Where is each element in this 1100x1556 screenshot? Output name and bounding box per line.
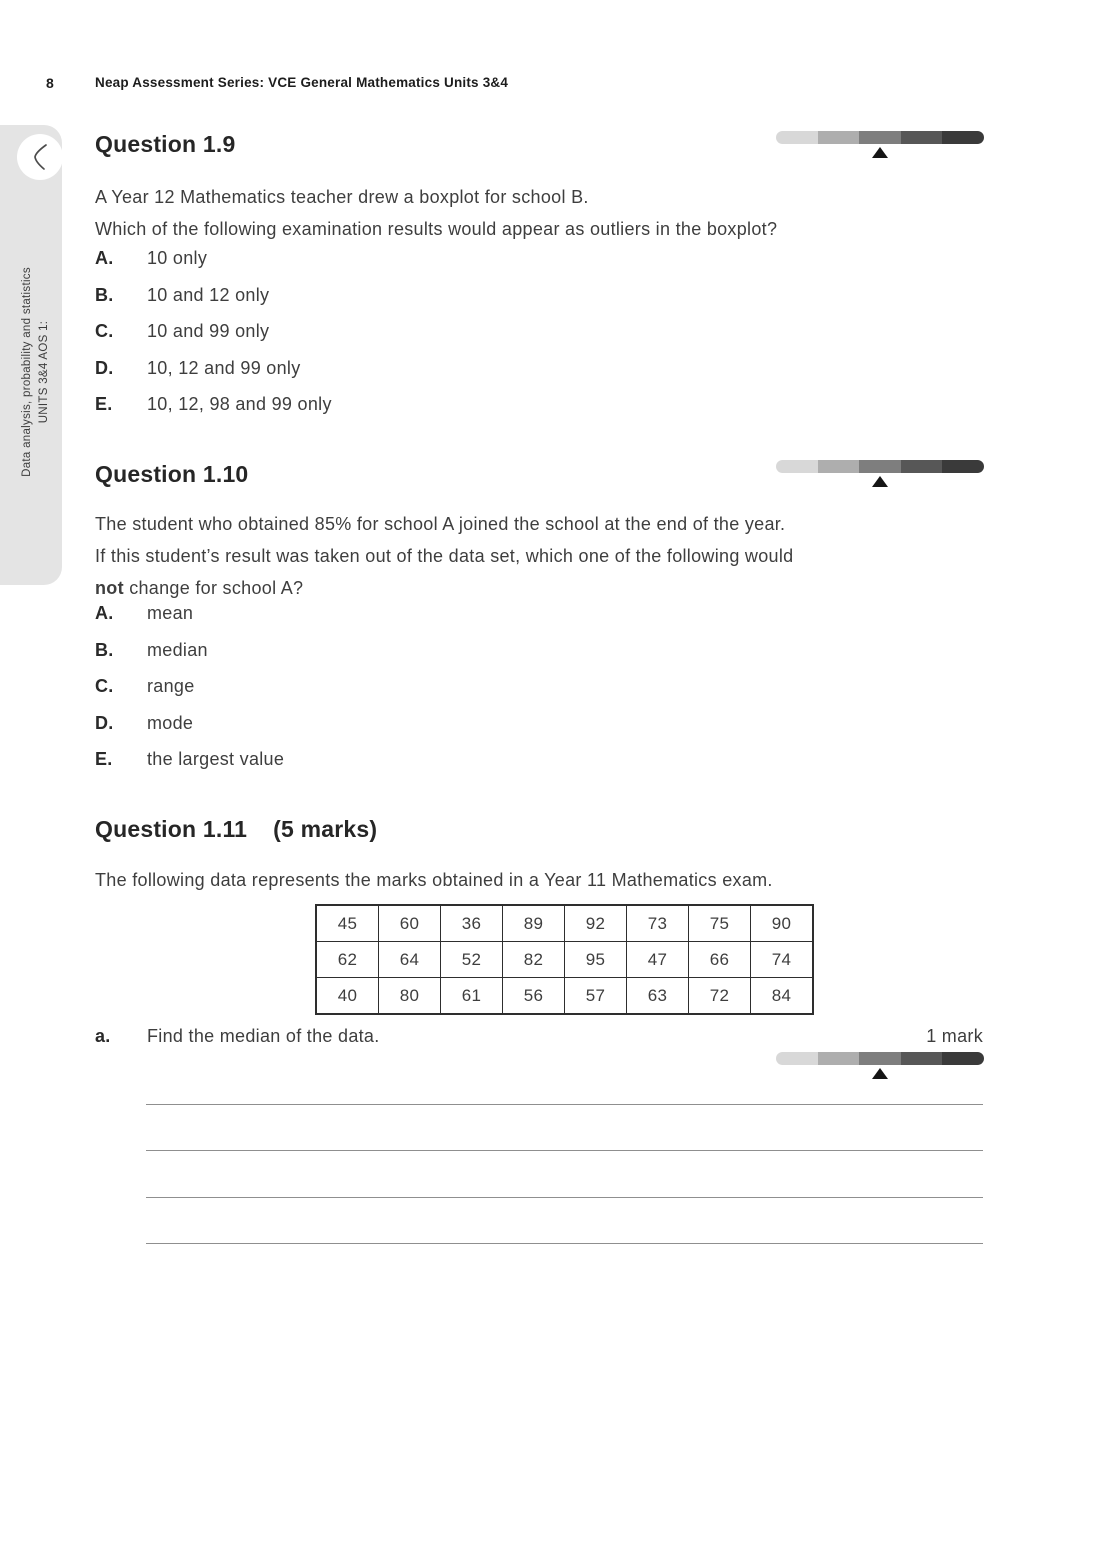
table-cell: 95 — [565, 942, 627, 978]
table-cell: 80 — [379, 978, 441, 1015]
question-1-11-title: Question 1.11 (5 marks) — [95, 816, 378, 842]
question-1-9-title: Question 1.9 — [95, 131, 236, 157]
option-text: 10 and 99 only — [147, 321, 270, 341]
sidebar-unit-label — [19, 152, 53, 592]
question-1-10-text — [95, 508, 793, 604]
table-cell: 62 — [316, 942, 379, 978]
option-text: mean — [147, 603, 194, 623]
table-row — [316, 942, 813, 978]
option-text: 10, 12 and 99 only — [147, 357, 301, 378]
table-cell: 52 — [441, 942, 503, 978]
difficulty-meter-q1-9 — [776, 131, 984, 161]
question-line: A Year 12 Mathematics teacher drew a boxplot for school B. — [95, 187, 589, 207]
table-cell: 64 — [379, 942, 441, 978]
table-cell: 84 — [751, 978, 814, 1015]
option-letter: E. — [95, 394, 113, 414]
option-letter: D. — [95, 712, 114, 733]
table-cell: 60 — [379, 905, 441, 942]
part-a-label: a. — [95, 1026, 111, 1046]
difficulty-meter-part-a — [776, 1052, 984, 1082]
difficulty-arrow-icon — [872, 476, 888, 487]
option-row — [95, 321, 332, 358]
option-row — [95, 676, 284, 713]
option-text: 10 only — [147, 248, 208, 268]
option-letter: B. — [95, 639, 114, 660]
sidebar-topic-label: Data analysis, probability and statistics — [21, 267, 33, 477]
page-number: 8 — [46, 75, 54, 91]
question-line: The student who obtained 85% for school A joined the school at the end of the year. — [95, 514, 786, 534]
option-row — [95, 603, 284, 640]
difficulty-gradient-bar — [776, 131, 984, 144]
answer-line — [146, 1150, 983, 1151]
answer-line — [146, 1197, 983, 1198]
option-row — [95, 358, 332, 395]
table-row — [316, 978, 813, 1015]
option-text: the largest value — [147, 749, 285, 769]
option-letter: A. — [95, 248, 114, 268]
question-1-11-intro: The following data represents the marks obtained in a Year 11 Mathematics exam. — [95, 870, 773, 890]
table-cell: 74 — [751, 942, 814, 978]
option-text: 10, 12, 98 and 99 only — [147, 394, 332, 414]
option-letter: D. — [95, 357, 114, 378]
emphasis-not: not — [95, 578, 124, 598]
option-letter: C. — [95, 676, 114, 696]
answer-line — [146, 1243, 983, 1244]
difficulty-gradient-bar — [776, 460, 984, 473]
part-a-text: Find the median of the data. — [147, 1026, 380, 1046]
question-line: Which of the following examination results would appear as outliers in the boxplot? — [95, 219, 778, 239]
difficulty-arrow-icon — [872, 147, 888, 158]
option-text: range — [147, 676, 195, 696]
table-cell: 73 — [627, 905, 689, 942]
difficulty-meter-q1-10 — [776, 460, 984, 490]
option-text: median — [147, 639, 208, 660]
option-letter: E. — [95, 749, 113, 769]
table-cell: 61 — [441, 978, 503, 1015]
question-1-10-options — [95, 603, 284, 786]
header-title: Neap Assessment Series: VCE General Mathematics Units 3&4 — [95, 75, 509, 90]
option-row — [95, 394, 332, 431]
table-row — [316, 905, 813, 942]
question-line: If this student’s result was taken out of the data set, which one of the following would — [95, 546, 794, 566]
table-cell: 66 — [689, 942, 751, 978]
option-text: mode — [147, 712, 194, 733]
option-row — [95, 248, 332, 285]
table-cell: 47 — [627, 942, 689, 978]
question-1-9-text — [95, 181, 777, 245]
table-cell: 56 — [503, 978, 565, 1015]
table-cell: 89 — [503, 905, 565, 942]
sidebar-units-label: UNITS 3&4 AOS 1: — [38, 320, 50, 424]
option-row — [95, 713, 284, 750]
table-cell: 75 — [689, 905, 751, 942]
option-row — [95, 285, 332, 322]
marks-data-table — [315, 904, 814, 1015]
table-cell: 82 — [503, 942, 565, 978]
question-line: not change for school A? — [95, 578, 304, 598]
option-text: 10 and 12 only — [147, 284, 270, 305]
table-cell: 57 — [565, 978, 627, 1015]
option-row — [95, 640, 284, 677]
option-letter: C. — [95, 321, 114, 341]
question-marks-label: (5 marks) — [273, 816, 378, 842]
table-cell: 90 — [751, 905, 814, 942]
part-a-marks: 1 mark — [926, 1026, 983, 1046]
question-1-10-title: Question 1.10 — [95, 461, 249, 487]
difficulty-gradient-bar — [776, 1052, 984, 1065]
option-row — [95, 749, 284, 786]
table-cell: 45 — [316, 905, 379, 942]
option-letter: B. — [95, 284, 114, 305]
option-letter: A. — [95, 603, 114, 623]
table-cell: 36 — [441, 905, 503, 942]
question-1-9-options — [95, 248, 332, 431]
table-cell: 72 — [689, 978, 751, 1015]
table-cell: 63 — [627, 978, 689, 1015]
table-cell: 92 — [565, 905, 627, 942]
difficulty-arrow-icon — [872, 1068, 888, 1079]
table-cell: 40 — [316, 978, 379, 1015]
answer-line — [146, 1104, 983, 1105]
